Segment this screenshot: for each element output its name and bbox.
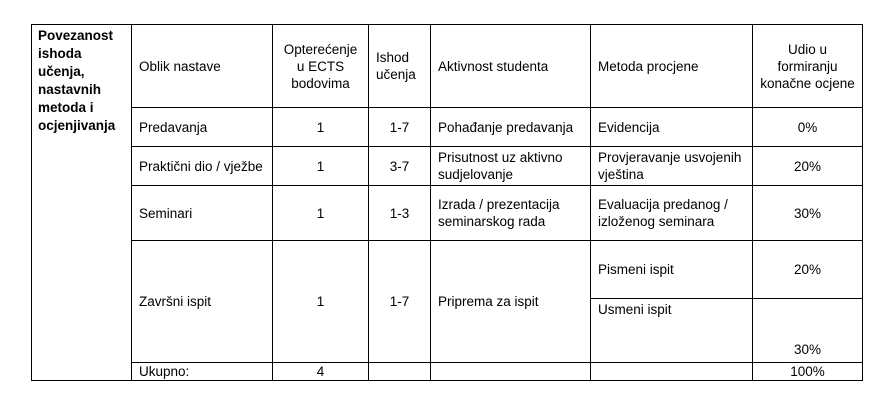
header-oblik: Oblik nastave <box>132 25 273 108</box>
cell-ects: 1 <box>273 108 369 147</box>
cell-oblik: Predavanja <box>132 108 273 147</box>
total-row <box>32 363 863 381</box>
cell-udio: 20% <box>753 147 863 186</box>
cell-oblik: Praktični dio / vježbe <box>132 147 273 186</box>
header-opterecenje: Opterećenje u ECTS bodovima <box>273 25 369 108</box>
cell-udio: 0% <box>753 108 863 147</box>
cell-metoda: Evaluacija predanog / izloženog seminara <box>591 186 753 241</box>
header-metoda: Metoda procjene <box>591 25 753 108</box>
cell-ects: 1 <box>273 186 369 241</box>
cell-aktivnost: Pohađanje predavanja <box>431 108 591 147</box>
total-aktivnost-empty <box>431 363 591 381</box>
table-row <box>32 147 863 186</box>
cell-ects: 1 <box>273 241 369 363</box>
cell-oblik: Seminari <box>132 186 273 241</box>
cell-metoda: Provjeravanje usvojenih vještina <box>591 147 753 186</box>
cell-aktivnost: Prisutnost uz aktivno sudjelovanje <box>431 147 591 186</box>
header-aktivnost: Aktivnost studenta <box>431 25 591 108</box>
cell-udio: 30% <box>753 186 863 241</box>
cell-oblik: Završni ispit <box>132 241 273 363</box>
cell-ects: 1 <box>273 147 369 186</box>
side-label: Povezanost ishoda učenja, nastavnih metoda i ocjenjivanja <box>32 25 132 381</box>
cell-udio-pismeni: 20% <box>753 241 863 299</box>
cell-metoda: Evidencija <box>591 108 753 147</box>
total-ishod-empty <box>369 363 431 381</box>
cell-ishod: 1-7 <box>369 241 431 363</box>
header-ishod: Ishod učenja <box>369 25 431 108</box>
total-metoda-empty <box>591 363 753 381</box>
table-row <box>32 108 863 147</box>
cell-metoda-pismeni: Pismeni ispit <box>591 241 753 299</box>
cell-ishod: 1-7 <box>369 108 431 147</box>
cell-ishod: 1-3 <box>369 186 431 241</box>
total-label: Ukupno: <box>132 363 273 381</box>
cell-aktivnost: Izrada / prezentacija seminarskog rada <box>431 186 591 241</box>
cell-aktivnost: Priprema za ispit <box>431 241 591 363</box>
header-udio: Udio u formiranju konačne ocjene <box>753 25 863 108</box>
total-udio: 100% <box>753 363 863 381</box>
table-row <box>32 241 863 299</box>
cell-metoda-usmeni: Usmeni ispit <box>591 299 753 363</box>
table-row <box>32 186 863 241</box>
assessment-table <box>31 24 863 381</box>
total-ects: 4 <box>273 363 369 381</box>
header-row <box>32 25 863 108</box>
cell-udio-usmeni: 30% <box>753 299 863 363</box>
cell-ishod: 3-7 <box>369 147 431 186</box>
